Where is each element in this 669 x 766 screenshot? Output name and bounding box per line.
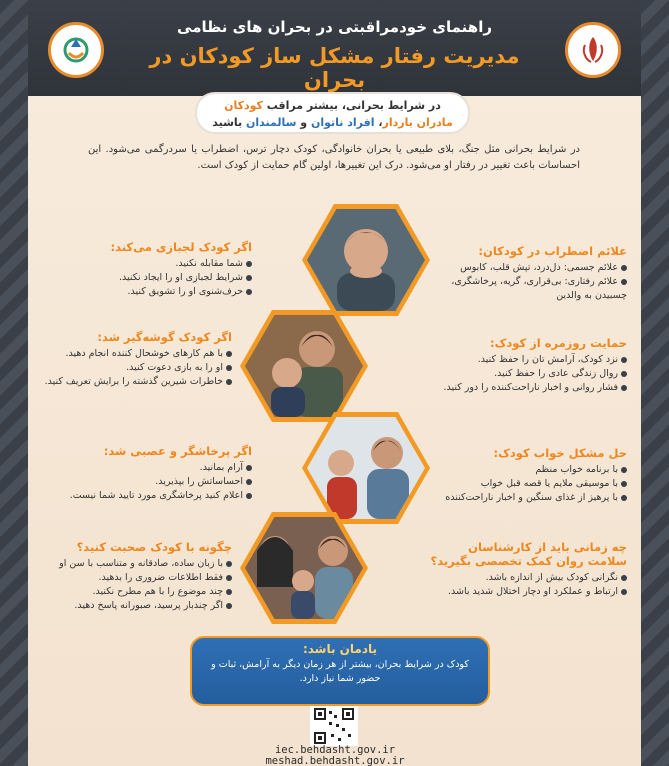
bullet-icon: [226, 365, 232, 371]
section-talking-with-child: [42, 540, 232, 613]
bullet-icon: [621, 495, 627, 501]
list-item: [42, 347, 232, 361]
bullet-icon: [621, 481, 627, 487]
item-text: با پرهیز از غذای سنگین و اخبار ناراحت‌کننده: [445, 492, 618, 503]
website-link-2[interactable]: meshad.behdasht.gov.ir: [265, 755, 405, 766]
bullet-icon: [621, 279, 627, 285]
subtitle-line-2: [197, 114, 468, 131]
list-item: [42, 475, 252, 489]
reminder-title: یادمان باشد:: [302, 642, 378, 656]
bullet-icon: [226, 575, 232, 581]
section-title: اگر پرخاشگر و عصبی شد:: [103, 444, 252, 458]
item-text: خاطرات شیرین گذشته را برایش تعریف کنید.: [44, 376, 223, 387]
website-link-1[interactable]: iec.behdasht.gov.ir: [274, 744, 396, 756]
item-text: علائم رفتاری: بی‌قراری، گریه، پرخاشگری، چسبیدن به والدین: [451, 276, 627, 301]
section-title: چگونه با کودک صحبت کنید؟: [76, 540, 232, 554]
list-item: [42, 489, 252, 503]
ministry-emblem-icon: [565, 22, 621, 78]
item-text: چند موضوع را با هم مطرح نکنید.: [92, 586, 223, 597]
item-text: با برنامه خواب منظم: [535, 464, 618, 475]
subtitle-text: باشید: [212, 116, 246, 129]
right-pattern-border: [641, 0, 669, 766]
intro-paragraph: در شرایط بحرانی مثل جنگ، بلای طبیعی یا بحران خانوادگی، کودک دچار ترس، اضطراب یا سردرگمی می‌شود. این احساسات باعث تغییر در رفتار او می‌شود. درک این تغییرها، اولین گام حمایت از کودک است.: [88, 144, 580, 171]
item-text: او را به بازی دعوت کنید.: [126, 362, 223, 373]
item-text: نزد کودک، آرامش تان را حفظ کنید.: [477, 354, 618, 365]
subtitle-text: و: [296, 116, 311, 129]
subtitle-text: ،: [374, 116, 383, 129]
item-text: علائم جسمی: دل‌درد، تپش قلب، کابوس: [460, 262, 618, 273]
header-subtitle: راهنمای خودمراقبتی در بحران های نظامی: [177, 18, 492, 36]
list-item: [442, 491, 627, 505]
bullet-icon: [226, 603, 232, 609]
bullet-icon: [621, 385, 627, 391]
health-campaign-logo-icon: [48, 22, 104, 78]
section-title: حمایت روزمره از کودک:: [489, 336, 627, 350]
list-item: [42, 375, 232, 389]
list-item: [442, 477, 627, 491]
bullet-icon: [246, 261, 252, 267]
bullet-icon: [621, 575, 627, 581]
section-professional-help: [427, 540, 627, 599]
bullet-icon: [621, 265, 627, 271]
bullet-icon: [226, 589, 232, 595]
bullet-icon: [621, 467, 627, 473]
reminder-text: کودک در شرایط بحران، بیشتر از هر زمان دیگر به آرامش، ثبات و حضور شما نیاز دارد.: [211, 659, 469, 684]
list-item: [442, 367, 627, 381]
subtitle-line-1: [197, 97, 468, 114]
photo-family-talking: [240, 512, 368, 624]
list-item: [42, 257, 252, 271]
bullet-icon: [246, 275, 252, 281]
list-item: [42, 285, 252, 299]
bullet-icon: [246, 479, 252, 485]
list-item: [442, 463, 627, 477]
section-sleep-problems: [442, 446, 627, 505]
section-title: حل مشکل خواب کودک:: [493, 446, 627, 460]
bullet-icon: [246, 465, 252, 471]
section-aggressive-child: [42, 444, 252, 503]
bullet-icon: [246, 289, 252, 295]
section-stubborn-child: [42, 240, 252, 299]
bullet-icon: [226, 351, 232, 357]
photo-anxious-child: [302, 204, 430, 316]
item-text: شما مقابله نکنید.: [175, 258, 243, 269]
item-text: شرایط لجبازی او را ایجاد نکنید.: [118, 272, 243, 283]
section-daily-support: [442, 336, 627, 395]
item-text: احساساتش را بپذیرید.: [155, 476, 243, 487]
list-item: [42, 599, 232, 613]
page-title: مدیریت رفتار مشکل ساز کودکان در بحران: [149, 44, 520, 92]
section-title: علائم اضطراب در کودکان:: [478, 244, 627, 258]
list-item: [427, 571, 627, 585]
item-text: ارتباط و عملکرد او دچار اختلال شدید باشد.: [447, 586, 618, 597]
bullet-icon: [246, 493, 252, 499]
item-text: آرام بمانید.: [199, 462, 243, 473]
list-item: [442, 261, 627, 275]
bullet-icon: [226, 561, 232, 567]
subtitle-highlight: مادران باردار: [382, 116, 453, 129]
subtitle-text: در شرایط بحرانی، بیشتر مراقب: [262, 99, 441, 112]
item-text: اگر چندبار پرسید، صبورانه پاسخ دهید.: [74, 600, 223, 611]
list-item: [442, 275, 627, 303]
list-item: [42, 271, 252, 285]
qr-code[interactable]: [310, 706, 358, 746]
section-title: اگر کودک گوشه‌گیر شد:: [97, 330, 232, 344]
reminder-box: [190, 636, 490, 706]
item-text: با زبان ساده، صادقانه و متناسب با سن او: [59, 558, 223, 569]
item-text: فشار روانی و اخبار ناراحت‌کننده را دور کنید.: [443, 382, 618, 393]
photo-father-talking-child: [302, 412, 430, 524]
header-bar: [28, 0, 641, 96]
item-text: فقط اطلاعات ضروری را بدهید.: [98, 572, 223, 583]
bullet-icon: [621, 371, 627, 377]
section-withdrawn-child: [42, 330, 232, 389]
subtitle-highlight: کودکان: [224, 99, 263, 112]
bullet-icon: [621, 357, 627, 363]
list-item: [442, 381, 627, 395]
item-text: حرف‌شنوی او را تشویق کنید.: [127, 286, 243, 297]
list-item: [42, 585, 232, 599]
bullet-icon: [621, 589, 627, 595]
list-item: [42, 571, 232, 585]
subtitle-highlight: افراد ناتوان: [310, 116, 375, 129]
list-item: [42, 461, 252, 475]
subtitle-box: [195, 92, 470, 134]
item-text: با موسیقی ملایم یا قصه قبل خواب: [480, 478, 618, 489]
left-pattern-border: [0, 0, 28, 766]
section-title: اگر کودک لجبازی می‌کند:: [110, 240, 252, 254]
photo-father-comforting-child: [240, 310, 368, 422]
item-text: اعلام کنید پرخاشگری مورد تایید شما نیست.: [69, 490, 243, 501]
subtitle-highlight: سالمندان: [246, 116, 297, 129]
item-text: با هم کارهای خوشحال کننده انجام دهید.: [65, 348, 223, 359]
list-item: [42, 361, 232, 375]
list-item: [442, 353, 627, 367]
bullet-icon: [226, 379, 232, 385]
section-anxiety-signs: [442, 244, 627, 303]
section-title: چه زمانی باید از کارشناسان سلامت روان کمک تخصصی بگیرید؟: [430, 540, 627, 568]
list-item: [42, 557, 232, 571]
item-text: نگرانی کودک بیش از اندازه باشد.: [485, 572, 618, 583]
list-item: [427, 585, 627, 599]
item-text: روال زندگی عادی را حفظ کنید.: [494, 368, 618, 379]
